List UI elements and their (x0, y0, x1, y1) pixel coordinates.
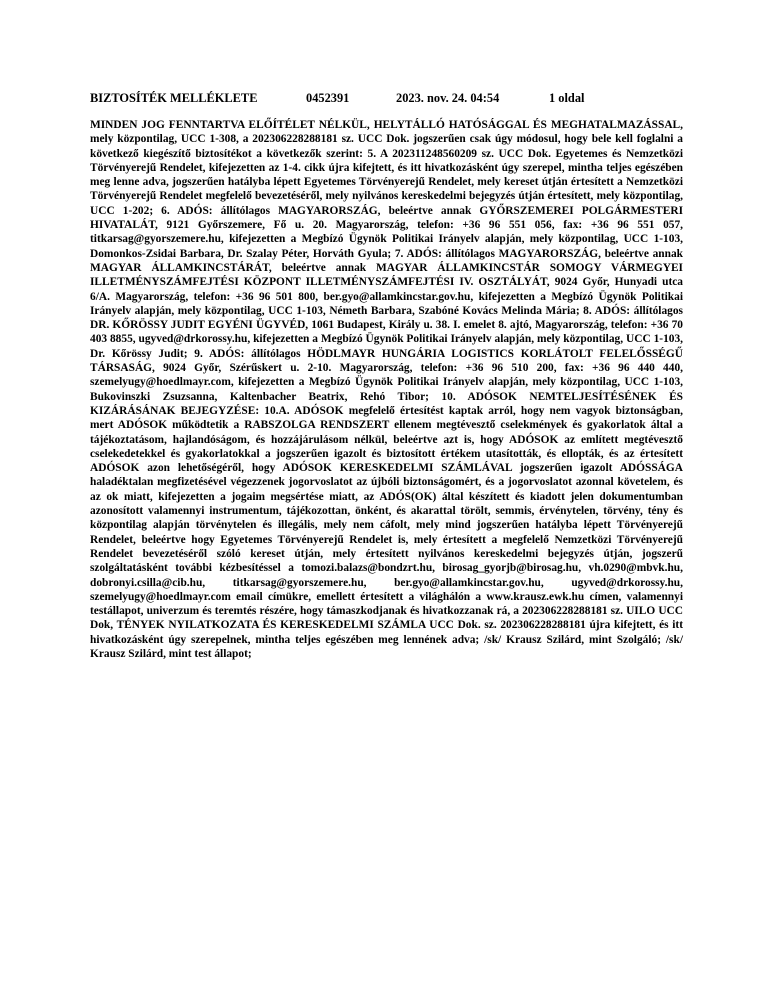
header-date: 2023. nov. 24. 04:54 (396, 91, 500, 105)
document-body: MINDEN JOG FENNTARTVA ELŐÍTÉLET NÉLKÜL, HELYTÁLLÓ HATÓSÁGGAL ÉS MEGHATALMAZÁSSAL, mely központilag, UCC 1-308, a 202306228288181 sz. UCC Dok. jogszerűen csak úgy módosul, hogy bele kell foglalni a következő kiegészítő biztosítékot a következők szerint: 5. A 202311248560209 sz. UCC Dok. Egyetemes és Nemzetközi Törvényerejű Rendelet, kifejezetten az 1-4. cikk újra kifejtett, és itt hivatkozásként úgy szerepel, mintha teljes egészében meg lenne adva, jogszerűen hatályba lépett Egyetemes Törvényerejű Rendelet, mely kereset útján értesített a Nemzetközi Törvényerejű Rendelet megfelelő bevezetéséről, mely nyilvános kereskedelmi bejegyzés útján értesített, mely központilag, UCC 1-202; 6. ADÓS: állítólagos MAGYARORSZÁG, beleértve annak GYŐRSZEMEREI POLGÁRMESTERI HIVATALÁT, 9121 Győrszemere, Fő u. 20. Magyarország, telefon: +36 96 551 056, fax: +36 96 551 057, titkarsag@gyorszemere.hu, kifejezetten a Megbízó Ügynök Politikai Irányelv alapján, mely központilag, UCC 1-103, Domonkos-Zsidai Barbara, Dr. Szalay Péter, Horváth Gyula; 7. ADÓS: állítólagos MAGYARORSZÁG, beleértve annak MAGYAR ÁLLAMKINCSTÁRÁT, beleértve annak MAGYAR ÁLLAMKINCSTÁR SOMOGY VÁRMEGYEI ILLETMÉNYSZÁMFEJTÉSI KÖZPONT ILLETMÉNYSZÁMFEJTÉSI IV. OSZTÁLYÁT, 9024 Győr, Hunyadi utca 6/A. Magyarország, telefon: +36 96 501 800, ber.gyo@allamkincstar.gov.hu, kifejezetten a Megbízó Ügynök Politikai Irányelv alapján, mely központilag, UCC 1-103, Németh Barbara, Szabóné Kovács Melinda Mária; 8. ADÓS: állítólagos DR. KŐRÖSSY JUDIT EGYÉNI ÜGYVÉD, 1061 Budapest, Király u. 38. I. emelet 8. ajtó, Magyarország, telefon: +36 70 403 8855, ugyved@drkorossy.hu, kifejezetten a Megbízó Ügynök Politikai Irányelv alapján, mely központilag, UCC 1-103, Dr. Kőrössy Judit; 9. ADÓS: állítólagos HÖDLMAYR HUNGÁRIA LOGISTICS KORLÁTOLT FELELŐSSÉGŰ TÁRSASÁG, 9024 Győr, Szérűskert u. 2-10. Magyarország, telefon: +36 96 510 200, fax: +36 96 440 440, szemelyugy@hoedlmayr.com, kifejezetten a Megbízó Ügynök Politikai Irányelv alapján, mely központilag, UCC 1-103, Bukovinszki Zsuzsanna, Kaltenbacher Beatrix, Rehó Tibor; 10. ADÓSOK NEMTELJESÍTÉSÉNEK ÉS KIZÁRÁSÁNAK BEJEGYZÉSE: 10.A. ADÓSOK megfelelő értesítést kaptak arról, hogy nem vagyok biztonságban, mert ADÓSOK működtetik a RABSZOLGA RENDSZERT ellenem megtévesztő cselekmények és gyakorlatok által a tájékoztatásom, hajlandóságom, és hozzájárulásom nélkül, beleértve azt is, hogy ADÓSOK az említett megtévesztő cselekedetekkel és gyakorlatokkal a jogszerűen igazolt és biztosított értékem utasították, és ellopták, és az értesített ADÓSOK azon lehetőségéről, hogy ADÓSOK KERESKEDELMI SZÁMLÁVAL jogszerűen igazolt ADÓSSÁGA haladéktalan megfizetésével végezzenek jogorvoslatot az újbóli biztonságomért, és a jogorvoslatot azonnal követelem, és az ok miatt, kifejezetten a jogaim megsértése miatt, az ADÓS(OK) által készített és kiadott jelen dokumentumban azonosított valamennyi instrumentum, tájékozottan, önként, és akarattal törölt, semmis, érvénytelen, törvény, tény és központilag alapján törvénytelen és illegális, mely nem cáfolt, mely mind jogszerűen hatályba lépett Törvényerejű Rendelet, beleértve hogy Egyetemes Törvényerejű Rendelet is, mely értesített a megfelelő Nemzetközi Törvényerejű Rendelet bevezetéséről szóló kereset útján, mely értesített nyilvános kereskedelmi bejegyzés útján, jogszerű szolgáltatásként további kézbesítéssel a tomozi.balazs@bondzrt.hu, birosag_gyorjb@birosag.hu, vh.0290@mbvk.hu, dobronyi.csilla@cib.hu, titkarsag@gyorszemere.hu, ber.gyo@allamkincstar.gov.hu, ugyved@drkorossy.hu, szemelyugy@hoedlmayr.com email címükre, emellett értesített a világhálón a www.krausz.ewk.hu címen, valamennyi testállapot, univerzum és teremtés részére, hogy támaszkodjanak és hivatkozzanak rá, a 202306228288181 sz. UILO UCC Dok, TÉNYEK NYILATKOZATA ÉS KERESKEDELMI SZÁMLA UCC Dok. sz. 202306228288181 újra kifejtett, és itt hivatkozásként úgy szerepelnek, mintha teljes egészében meg lennének adva; /sk/ Krausz Szilárd, mint Szolgáló; /sk/ Krausz Szilárd, mint test állapot; (90, 119, 683, 660)
header-document-number: 0452391 (306, 91, 350, 105)
document-header (90, 90, 690, 106)
header-page-number: 1 oldal (549, 91, 585, 105)
header-title: BIZTOSÍTÉK MELLÉKLETE (90, 91, 258, 105)
